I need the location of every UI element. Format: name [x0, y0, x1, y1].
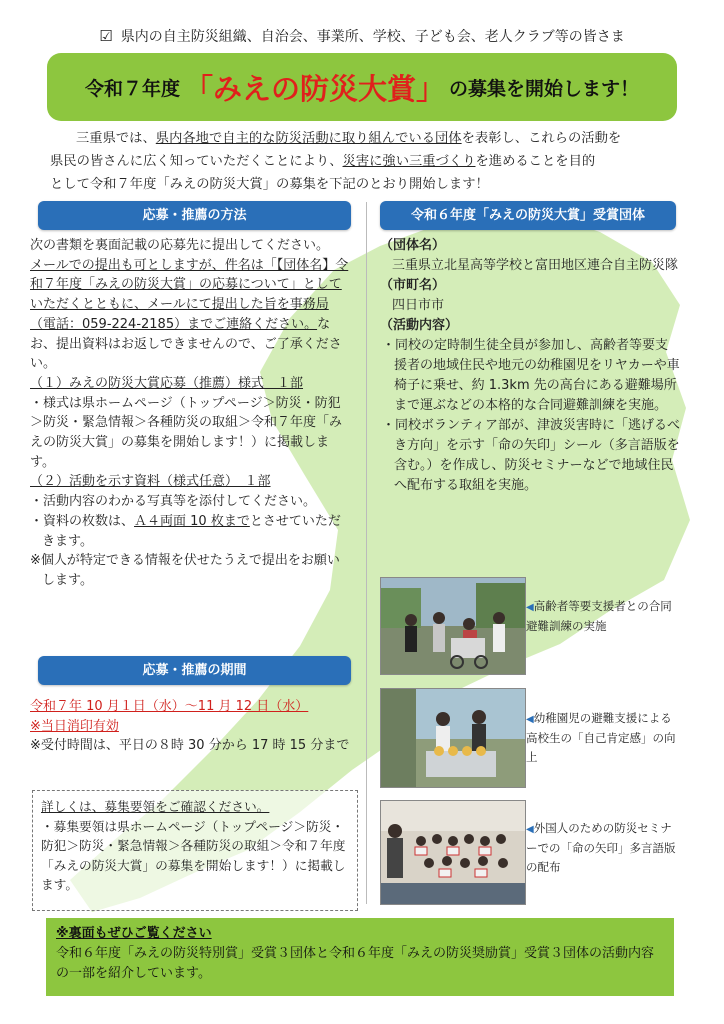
item2-note1: ・活動内容のわかる写真等を添付してください。	[30, 494, 317, 510]
org-label: （団体名）	[380, 238, 446, 253]
method-body	[30, 236, 352, 591]
photo-kindergarten-support	[380, 688, 526, 788]
method-email-note: メールでの提出も可としますが、件名は「【団体名】令和７年度「みえの防災大賞」の応募について」としていただくとともに、メールにて提出した旨を事務局（電話：059-224-2185）までご連絡ください。	[30, 257, 349, 332]
caption-1-text: 高齢者等要支援者との合同避難訓練の実施	[526, 599, 672, 633]
title-banner	[47, 53, 677, 121]
item2-note2-rest: とさせていただきます。	[42, 513, 341, 549]
caption-arrow-icon: ◀	[526, 602, 534, 613]
privacy-note: ※個人が特定できる情報を伏せたうえで提出をお願いします。	[30, 553, 340, 588]
item2-note2: ・資料の枚数は、	[30, 513, 135, 529]
period-body	[30, 697, 352, 756]
photo-evacuation-drill	[380, 577, 526, 675]
winner-body	[380, 236, 680, 496]
period-heading: 応募・推薦の期間	[38, 656, 351, 685]
caption-arrow-icon: ◀	[526, 714, 534, 725]
audience-text: 県内の自主防災組織、自治会、事業所、学校、子ども会、老人クラブ等の皆さま	[120, 29, 625, 45]
item2-title: （２）活動を示す資料（様式任意） １部	[30, 474, 271, 490]
back-page-heading: ※裏面もぜひご覧ください	[56, 926, 212, 941]
column-divider	[366, 202, 367, 904]
audience-line	[0, 26, 724, 46]
title-prefix: 令和７年度	[84, 77, 180, 100]
method-intro: 次の書類を裏面記載の応募先に提出してください。	[30, 238, 330, 253]
item1-note: ・様式は県ホームページ（トップページ＞防災・防犯＞防災・緊急情報＞各種防災の取組＞令和７年度「みえの防災大賞」の募集を開始します！）に掲載します。	[30, 395, 343, 470]
caption-2	[526, 709, 676, 767]
checkbox-icon: ☑	[99, 27, 113, 45]
method-heading: 応募・推薦の方法	[38, 201, 351, 230]
intro-text: 三重県では、	[76, 131, 156, 146]
period-postmark: ※当日消印有効	[30, 718, 119, 734]
org-name: 三重県立北星高等学校と富田地区連合自主防災隊	[392, 258, 679, 273]
intro-paragraph	[50, 127, 678, 196]
city-name: 四日市市	[392, 298, 445, 313]
details-box	[32, 790, 358, 911]
intro-text: を表彰し、これらの活動を	[461, 131, 622, 146]
method-email-rest: なお、提出資料はお返しできませんので、ご了承ください。	[30, 316, 342, 372]
title-suffix: の募集を開始します！	[449, 77, 640, 100]
activity-item-2: ・同校ボランティア部が、津波災害時に「逃げるべき方向」を示す「命の矢印」シール（多言語版を含む。）を作成し、防災セミナーなどで地域住民へ配布する取組を実施。	[382, 418, 680, 493]
caption-arrow-icon: ◀	[526, 824, 534, 835]
activity-label: （活動内容）	[380, 318, 459, 333]
intro-underline-1: 県内各地で自主的な防災活動に取り組んでいる団体	[155, 131, 462, 146]
activity-item-1: ・同校の定時制生徒全員が参加し、高齢者等要支援者の地域住民や地元の幼稚園児をリヤカーや車椅子に乗せ、約 1.3km 先の高台にある避難場所まで運ぶなどの本格的な合同避難訓練を実施。	[382, 338, 680, 413]
item2-page-limit: Ａ４両面 10 枚まで	[134, 513, 250, 529]
caption-3	[526, 819, 676, 877]
period-hours: ※受付時間は、平日の８時 30 分から 17 時 15 分まで	[30, 738, 350, 754]
details-body: ・募集要領は県ホームページ（トップページ＞防災・防犯＞防災・緊急情報＞各種防災の取組＞令和７年度「みえの防災大賞」の募集を開始します！）に掲載します。	[41, 818, 346, 892]
caption-2-text: 幼稚園児の避難支援による高校生の「自己肯定感」の向上	[526, 711, 676, 764]
caption-1	[526, 597, 676, 636]
title-award-name: 「みえの防災大賞」	[183, 71, 445, 106]
details-heading: 詳しくは、募集要領をご確認ください。	[41, 799, 270, 814]
back-page-body: 令和６年度「みえの防災特別賞」受賞３団体と令和６年度「みえの防災奨励賞」受賞３団体の活動内容の一部を紹介しています。	[56, 946, 655, 981]
city-label: （市町名）	[380, 278, 446, 293]
period-dates: 令和７年 10 月１日（水）～11 月 12 日（水）	[30, 699, 309, 714]
winner-heading: 令和６年度「みえの防災大賞」受賞団体	[380, 201, 676, 230]
caption-3-text: 外国人のための防災セミナーでの「命の矢印」多言語版の配布	[526, 821, 676, 874]
photo-disaster-seminar	[380, 800, 526, 905]
back-page-notice	[46, 918, 674, 996]
intro-text: を進めることを目的	[475, 154, 596, 169]
intro-underline-2: 災害に強い三重づくり	[342, 154, 476, 169]
intro-text: 県民の皆さんに広く知っていただくことにより、	[50, 154, 343, 169]
intro-text: として令和７年度「みえの防災大賞」の募集を下記のとおり開始します！	[50, 177, 489, 192]
item1-title: （１）みえの防災大賞応募（推薦）様式 １部	[30, 375, 304, 391]
